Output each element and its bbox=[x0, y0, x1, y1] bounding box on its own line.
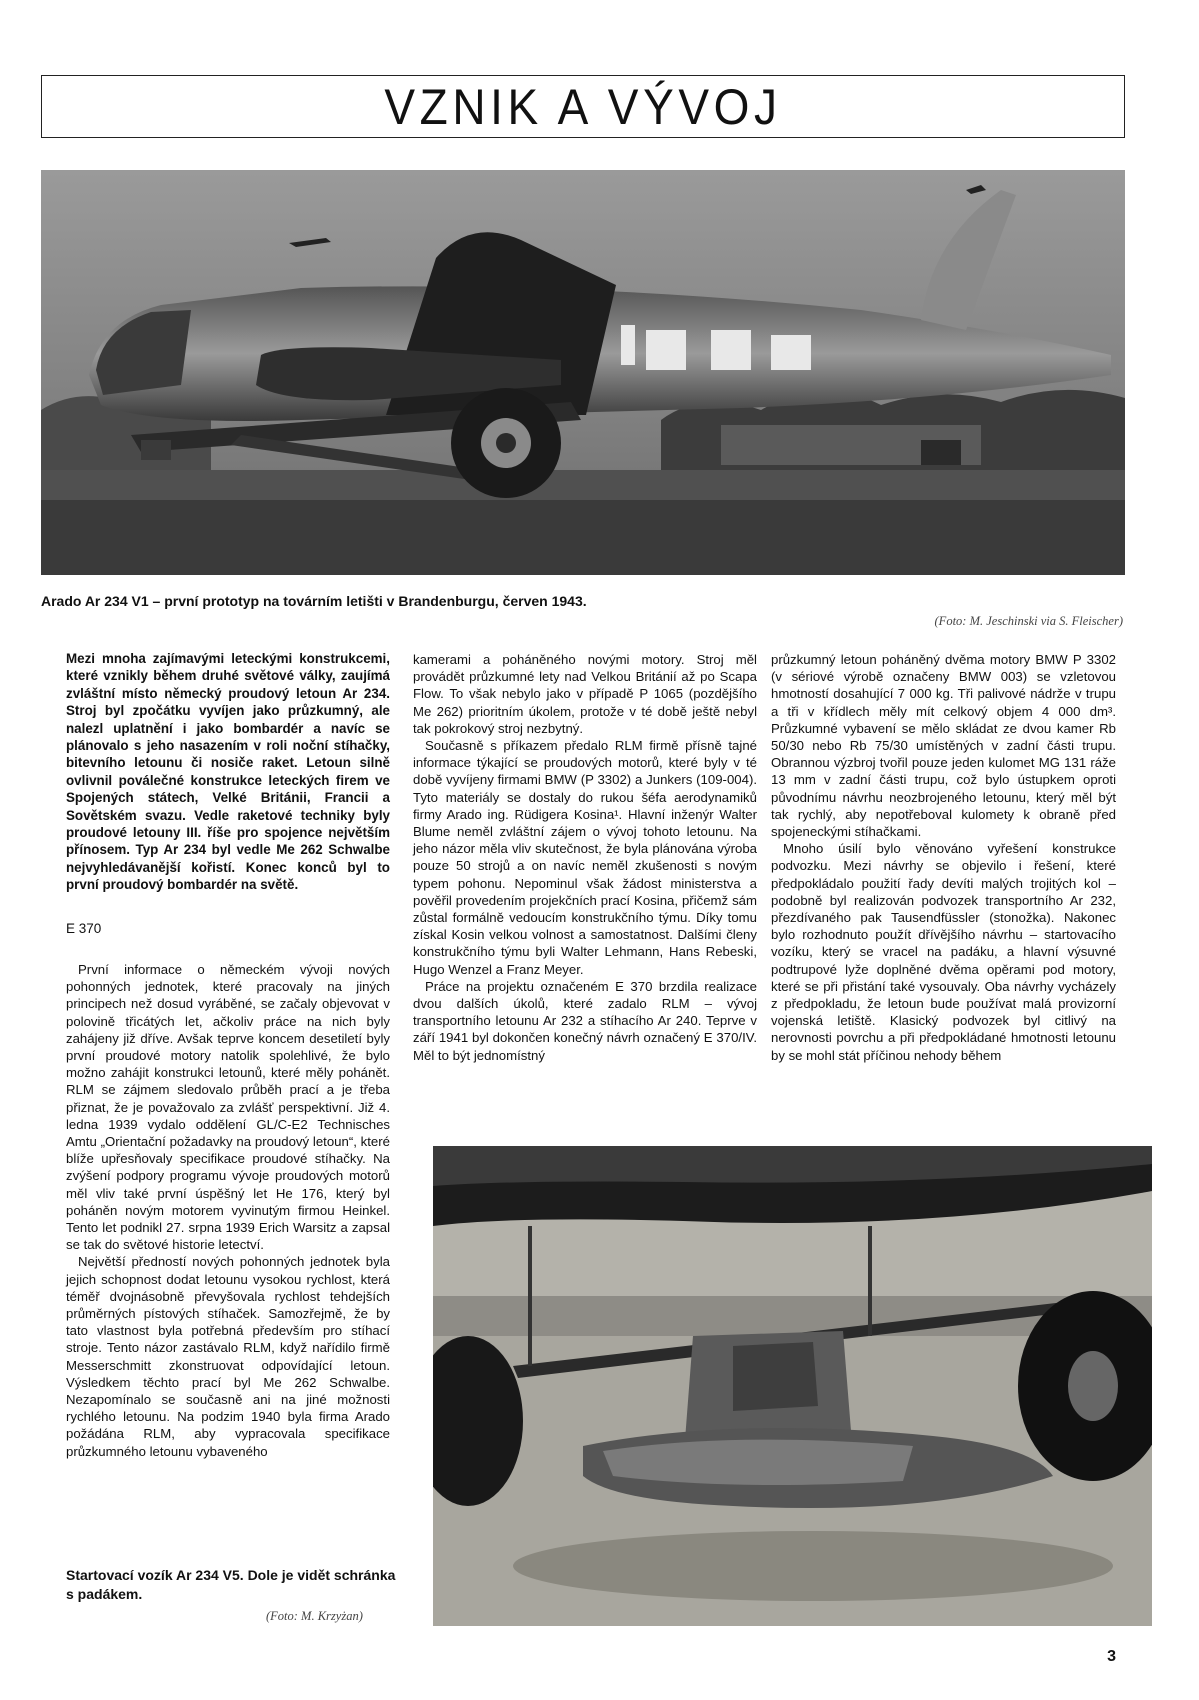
text-column-1 bbox=[66, 650, 390, 1460]
page-number: 3 bbox=[1107, 1648, 1116, 1665]
paragraph: kamerami a poháněného novými motory. Stroj měl provádět průzkumné lety nad Velkou Británií až po Scapa Flow. To však nebylo jako v případě P 1065 (pozdějšího Me 262) prioritním úkolem, protože v té době ještě nebyl tak pokrokový stroj nezbytný. bbox=[413, 652, 757, 736]
bottom-photo-credit: (Foto: M. Krzyżan) bbox=[266, 1609, 363, 1623]
paragraph: Současně s příkazem předalo RLM firmě přísně tajné informace týkající se proudových motorů, které byly v té době vyvíjeny firmami BMW (P 3302) a Junkers (109-004). Tyto materiály se dostaly do rukou šéfa aerodynamiků firmy Arado ing. Rüdigera Kosina¹. Hlavní inženýr Walter Blume neměl zvláštní zájem o vývoj tohoto letounu. Na jeho názor měla vliv skutečnost, že byla plánována výroba pouze 50 strojů a on navíc neměl zkušenosti s novým typem pohonu. Nepominul však žádost ministerstva a pověřil provedením projekčních prací Kosina, přičemž sám zůstal formálně vedoucím konstrukčního týmu. Díky tomu získal Kosin velkou volnost a samostatnost. Dalšími členy konstrukčního týmu byli Walter Lehmann, Hans Rebeski, Hugo Wenzel a Franz Meyer. bbox=[413, 738, 757, 977]
top-photo-credit: (Foto: M. Jeschinski via S. Fleischer) bbox=[934, 614, 1123, 628]
paragraph: průzkumný letoun poháněný dvěma motory BMW P 3302 (v sériové výrobě označeny BMW 003) se vzletovou hmotností dosahující 7 000 kg. Tři palivové nádrže v trupu a tři v křídlech měly mít celkový objem 4 000 dm³. Průzkumné vybavení se mělo skládat ze dvou kamer Rb 50/30 nebo Rb 75/30 umístěných v zadní části trupu. Obrannou výzbroj tvořil pouze jeden kulomet MG 131 ráže 13 mm v zadní části trupu, což bylo ústupkem oproti původnímu návrhu neozbrojeného letounu, který měl být tak rychlý, aby nepotřeboval kulomety k obraně před spojeneckými stíhačkami. bbox=[771, 652, 1116, 840]
paragraph: Největší předností nových pohonných jednotek byla jejich schopnost dodat letounu vysokou rychlost, která téměř dvojnásobně převyšovala rychlost tehdejších průměrných pístových stíhaček. Samozřejmě, že by tato vlastnost byla potřebná především pro stíhací stroje. Tento názor zastávalo RLM, když nařídilo firmě Messerschmitt zkonstruovat odpovídající letoun. Výsledkem těchto prací byl Me 262 Schwalbe. Nezapomínalo se současně ani na jiné možnosti rychlého letounu. Na podzim 1940 byla firma Arado požádána RLM, aby vypracovala specifikace průzkumného letounu vybaveného bbox=[66, 1254, 390, 1459]
top-photo-caption: Arado Ar 234 V1 – první prototyp na továrním letišti v Brandenburgu, červen 1943. bbox=[41, 593, 587, 609]
paragraph: První informace o německém vývoji nových pohonných jednotek, které pracovaly na jiných principech než dosud vyráběné, se začaly objevovat v polovině třicátých let, ačkoliv práce na nich byly zahájeny již dříve. Avšak teprve koncem desetiletí byly první proudové motory natolik spolehlivé, že bylo možno zahájit konstrukci letounů, které měly pohánět. RLM se zájmem sledovalo průběh prací a je třeba přiznat, že je považovalo za zvlášť perspektivní. Již 4. ledna 1939 vydalo oddělení GL/C-E2 Technisches Amtu „Orientační požadavky na proudový letoun“, které blíže upřesňovaly specifikace proudové stíhačky. Na zvýšení podpory programu vývoje proudových motorů měl vliv také první úspěšný let He 176, který byl poháněn novým motorem vyvinutým firmou Heinkel. Tento let podnikl 27. srpna 1939 Erich Warsitz a zapsal se tak do světové historie letectví. bbox=[66, 961, 390, 1253]
page-title: VZNIK A VÝVOJ bbox=[384, 79, 782, 135]
section-heading: E 370 bbox=[66, 920, 102, 936]
bottom-photo-caption: Startovací vozík Ar 234 V5. Dole je vidět schránka s padákem. bbox=[66, 1567, 396, 1602]
title-box bbox=[41, 75, 1125, 138]
text-column-3 bbox=[771, 651, 1116, 1064]
text-column-2 bbox=[413, 651, 757, 1064]
aircraft-photo bbox=[41, 170, 1125, 575]
paragraph: Mnoho úsilí bylo věnováno vyřešení konstrukce podvozku. Mezi návrhy se objevilo i řešení, které předpokládalo použití řady devíti malých trojitých kol – podobně byl realizován podvozek transportního Ar 232, přezdívaného pak Tausendfüssler (stonožka). Nakonec bylo rozhodnuto použít dřívějšího návrhu – startovacího vozíku, který se vracel na padáku, a hlavní výsuvné podtrupové lyže doplněné dvěma opěrami pod motory, které se při přistání také vysouvaly. Oba návrhy vycházely z předpokladu, že letoun bude používat malá provizorní vojenská letiště. Klasický podvozek byl citlivý na nerovnosti povrchu a při předpokládané hmotnosti letounu by se mohl stát příčinou nehody během bbox=[771, 841, 1116, 1063]
lead-paragraph: Mezi mnoha zajímavými leteckými konstrukcemi, které vznikly během druhé světové války, zaujímá zvláštní místo německý proudový letoun Ar 234. Stroj byl zpočátku vyvíjen jako průzkumný, ale nalezl uplatnění i jako bombardér a navíc se plánovalo s jeho nasazením v roli noční stíhačky, bitevního letounu či nosiče raket. Letoun silně ovlivnil poválečné konstrukce leteckých firem ve Spojených státech, Velké Británii, Francii a Sovětském svazu. Vedle raketové techniky byly proudové letouny III. říše pro spojence největším přínosem. Typ Ar 234 byl vedle Me 262 Schwalbe nejvyhledávanější kořistí. Konec konců byl to první proudový bombardér na světě. bbox=[66, 651, 390, 893]
trolley-photo bbox=[433, 1146, 1152, 1626]
paragraph: Práce na projektu označeném E 370 brzdila realizace dvou dalších úkolů, které zadalo RLM – vývoj transportního letounu Ar 232 a stíhacího Ar 240. Teprve v září 1941 byl dokončen konečný návrh označený E 370/IV. Měl to být jednomístný bbox=[413, 978, 757, 1063]
